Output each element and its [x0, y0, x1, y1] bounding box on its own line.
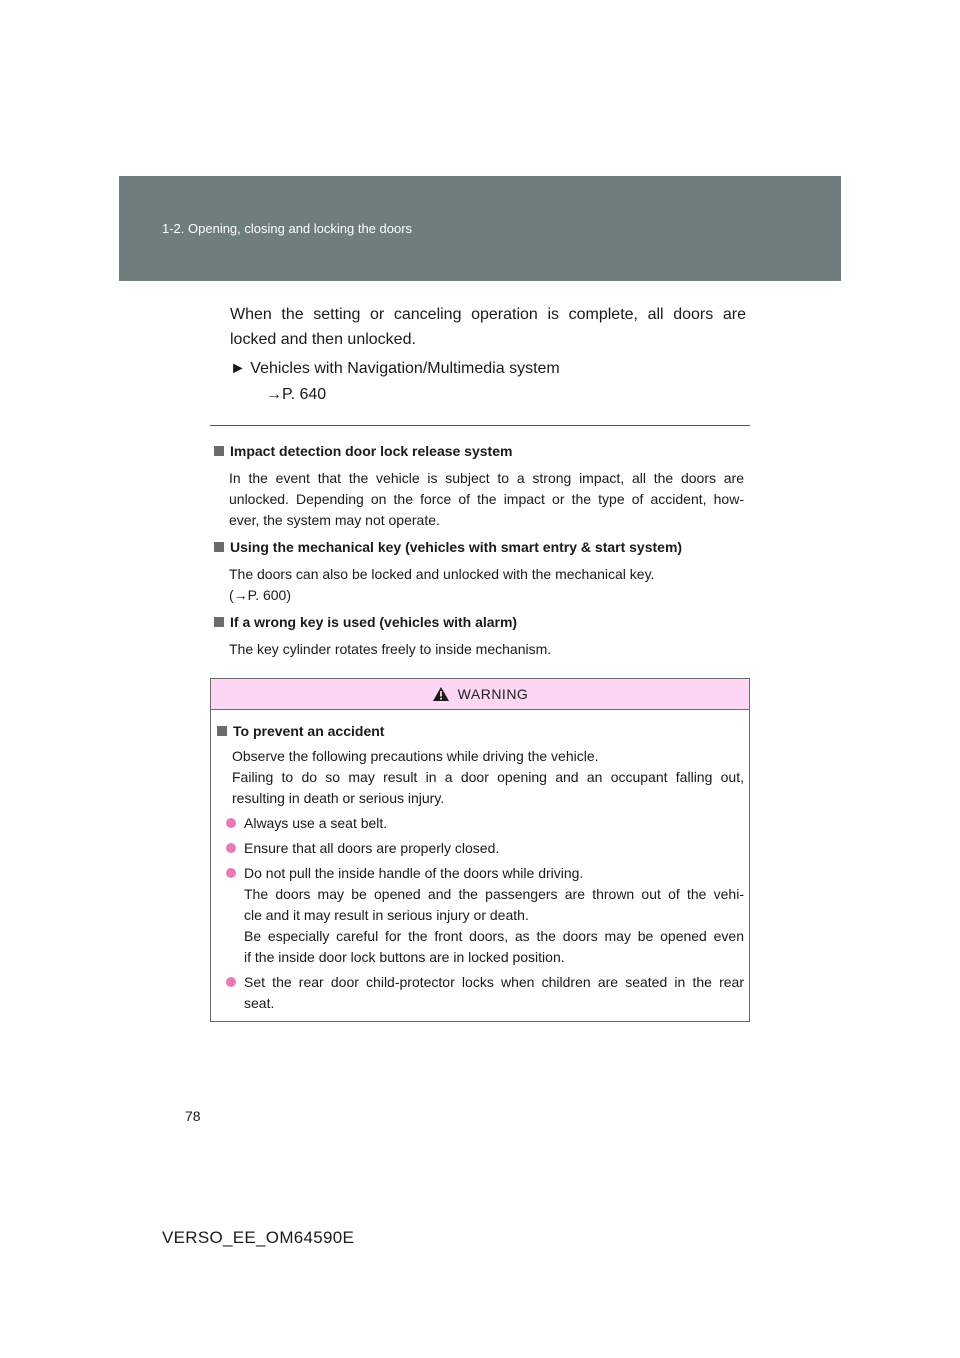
warning-line: Failing to do so may result in a door opening and an occupant falling out,: [232, 769, 744, 785]
note-line: ever, the system may not operate.: [229, 512, 440, 528]
warning-line: Observe the following precautions while driving the vehicle.: [232, 748, 599, 764]
warning-item-line: if the inside door lock buttons are in locked position.: [244, 949, 565, 965]
notes-section: [212, 441, 744, 666]
document-code: VERSO_EE_OM64590E: [162, 1228, 355, 1247]
note-line: The doors can also be locked and unlocked with the mechanical key.: [229, 566, 655, 582]
intro-paragraph: [230, 302, 746, 352]
note-body: [212, 468, 744, 531]
intro-line-1: When the setting or canceling operation is complete, all doors are: [230, 306, 746, 323]
warning-item: [215, 863, 744, 968]
warning-label: WARNING: [457, 686, 529, 702]
warning-item: [215, 972, 744, 1014]
dot-bullet-icon: [226, 868, 236, 878]
warning-item-line: The doors may be opened and the passengers are thrown out of the vehi-: [244, 886, 744, 902]
note-wrong-key: [212, 612, 744, 660]
square-bullet-icon: [214, 542, 224, 552]
warning-item-line: Always use a seat belt.: [244, 815, 388, 831]
square-bullet-icon: [214, 446, 224, 456]
note-line: The key cylinder rotates freely to inside mechanism.: [229, 641, 552, 657]
warning-body: [215, 746, 744, 809]
warning-item-line: Ensure that all doors are properly closed.: [244, 840, 500, 856]
note-title: If a wrong key is used (vehicles with alarm): [230, 614, 518, 630]
warning-item: [215, 838, 744, 859]
warning-header: [211, 679, 749, 710]
warning-item-line: Do not pull the inside handle of the doors while driving.: [244, 865, 584, 881]
note-line: (→P. 600): [229, 587, 291, 603]
page-number: 78: [185, 1108, 201, 1124]
warning-box: [210, 678, 750, 1022]
warning-line: resulting in death or serious injury.: [232, 790, 445, 806]
dot-bullet-icon: [226, 818, 236, 828]
note-body: [212, 639, 744, 660]
square-bullet-icon: [217, 726, 227, 736]
dot-bullet-icon: [226, 977, 236, 987]
warning-content: [211, 710, 749, 1014]
dot-bullet-icon: [226, 843, 236, 853]
note-mechanical-key: [212, 537, 744, 606]
warning-title: To prevent an accident: [233, 723, 385, 739]
warning-item-line: Set the rear door child-protector locks when children are seated in the rear: [244, 974, 744, 990]
warning-item-line: Be especially careful for the front doors, as the doors may be opened even: [244, 928, 744, 944]
warning-item-line: seat.: [244, 995, 275, 1011]
warning-triangle-icon: [432, 686, 450, 702]
navigation-system-bullet: ► Vehicles with Navigation/Multimedia system: [230, 360, 560, 377]
note-line: unlocked. Depending on the force of the impact or the type of accident, how-: [229, 491, 744, 507]
section-divider: [210, 425, 750, 426]
note-title: Using the mechanical key (vehicles with smart entry & start system): [230, 539, 683, 555]
note-line: In the event that the vehicle is subject to a strong impact, all the doors are: [229, 470, 744, 486]
note-body: [212, 564, 744, 606]
section-title: 1-2. Opening, closing and locking the doors: [162, 221, 413, 236]
page-reference-640: →P. 640: [266, 386, 327, 403]
warning-item-line: cle and it may result in serious injury or death.: [244, 907, 529, 923]
square-bullet-icon: [214, 617, 224, 627]
note-title: Impact detection door lock release system: [230, 443, 513, 459]
warning-item: [215, 813, 744, 834]
intro-line-2: locked and then unlocked.: [230, 331, 416, 348]
note-impact-detection: [212, 441, 744, 531]
